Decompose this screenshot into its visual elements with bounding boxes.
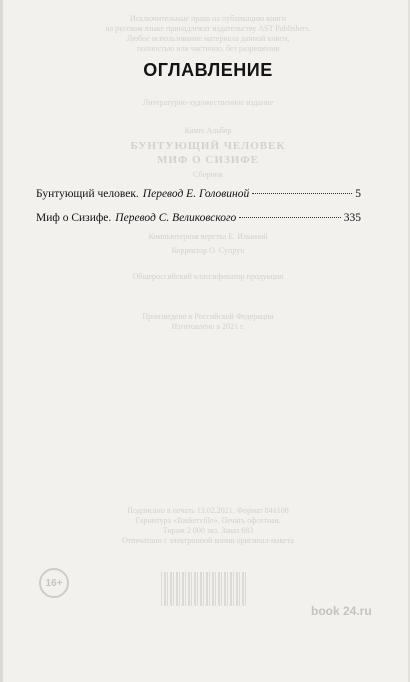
toc-entry-page: 5 [355, 188, 361, 200]
toc-entry-title: Миф о Сизифе. [36, 212, 112, 224]
publisher-logo: book 24.ru [311, 604, 372, 618]
toc-entry[interactable] [36, 188, 361, 206]
ghost-line: Изготовлено в 2021 г. [171, 322, 245, 331]
ghost-line: Сборник [193, 170, 223, 179]
ghost-line: Произведено в Российской Федерации [142, 312, 274, 321]
toc-leader-dots [252, 193, 352, 194]
ghost-line: на русском языке принадлежат издательству AST Publishers. [105, 24, 311, 33]
toc-entry-title: Бунтующий человек. [36, 188, 139, 200]
ghost-line: Литературно-художественное издание [142, 98, 274, 107]
ghost-line: БУНТУЮЩИЙ ЧЕЛОВЕК [130, 140, 286, 152]
ghost-line: Исключительные права на публикацию книги [129, 14, 287, 23]
age-rating-badge: 16+ [39, 568, 69, 598]
ghost-line: Камю Альбер [184, 126, 232, 135]
table-of-contents [36, 188, 361, 236]
ghost-line: Общероссийский классификатор продукции [132, 272, 284, 281]
toc-entry-translator: Перевод С. Великовского [115, 212, 237, 224]
page-title: ОГЛАВЛЕНИЕ [143, 60, 273, 80]
barcode [161, 572, 247, 606]
ghost-line: Подписано в печать 13.02.2021. Формат 84x108 [127, 506, 289, 515]
ghost-line: МИФ О СИЗИФЕ [156, 154, 260, 166]
toc-entry[interactable] [36, 212, 361, 230]
ghost-line: Корректор О. Супрун [171, 246, 245, 255]
ghost-line: Компьютерная верстка Е. Ильиной [148, 232, 268, 241]
ghost-line: Любое использование материала данной книги, [126, 34, 290, 43]
ghost-line: Отпечатано с электронной копии оригинал-макета [122, 536, 294, 545]
ghost-line: Гарнитура «Baskerville». Печать офсетная. [135, 516, 281, 525]
toc-entry-page: 335 [343, 212, 361, 224]
ghost-line: Тираж 2 000 экз. Заказ 683 [162, 526, 254, 535]
ghost-line: полностью или частично, без разрешения [136, 44, 280, 53]
toc-entry-translator: Перевод Е. Головиной [142, 188, 250, 200]
toc-leader-dots [239, 217, 340, 218]
